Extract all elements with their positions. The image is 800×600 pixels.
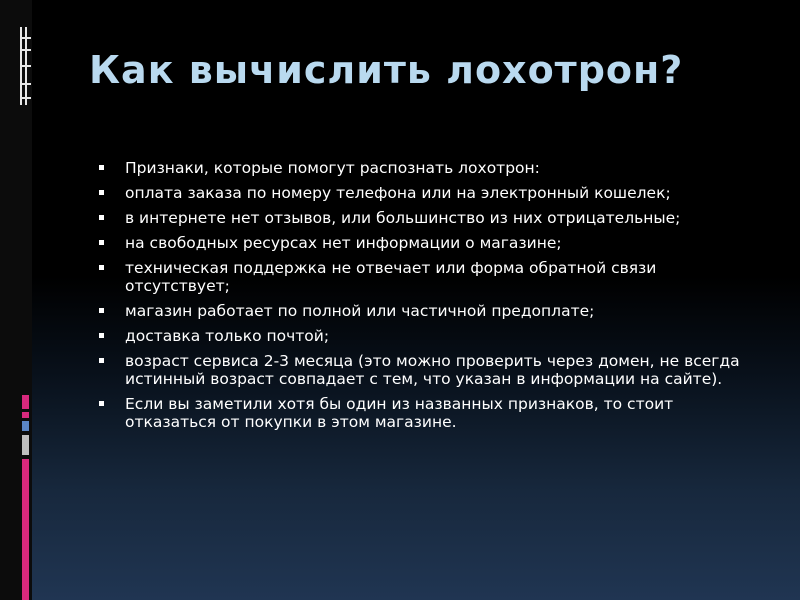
bullet-marker-icon xyxy=(99,265,104,270)
bullet-item: Признаки, которые помогут распознать лохотрон: xyxy=(99,159,749,177)
bullet-item: техническая поддержка не отвечает или форма обратной связи отсутствует; xyxy=(99,259,749,295)
bullet-marker-icon xyxy=(99,308,104,313)
bullet-marker-icon xyxy=(99,215,104,220)
bullet-marker-icon xyxy=(99,358,104,363)
bullet-item: магазин работает по полной или частичной предоплате; xyxy=(99,302,749,320)
bullet-item: возраст сервиса 2-3 месяца (это можно проверить через домен, не всегда истинный возраст совпадает с тем, что указан в информации на сайте). xyxy=(99,352,749,388)
decorative-lines-top xyxy=(20,27,32,105)
bullet-marker-icon xyxy=(99,401,104,406)
bullet-item: на свободных ресурсах нет информации о магазине; xyxy=(99,234,749,252)
bullet-marker-icon xyxy=(99,165,104,170)
bullet-item: доставка только почтой; xyxy=(99,327,749,345)
bullet-item: Если вы заметили хотя бы один из названных признаков, то стоит отказаться от покупки в этом магазине. xyxy=(99,395,749,431)
bullet-item: оплата заказа по номеру телефона или на электронный кошелек; xyxy=(99,184,749,202)
bullet-item: в интернете нет отзывов, или большинство из них отрицательные; xyxy=(99,209,749,227)
decorative-color-stripes xyxy=(22,395,32,600)
bullet-marker-icon xyxy=(99,240,104,245)
slide-title: Как вычислить лохотрон? xyxy=(89,48,684,92)
bullet-list xyxy=(99,159,749,438)
bullet-marker-icon xyxy=(99,333,104,338)
bullet-marker-icon xyxy=(99,190,104,195)
